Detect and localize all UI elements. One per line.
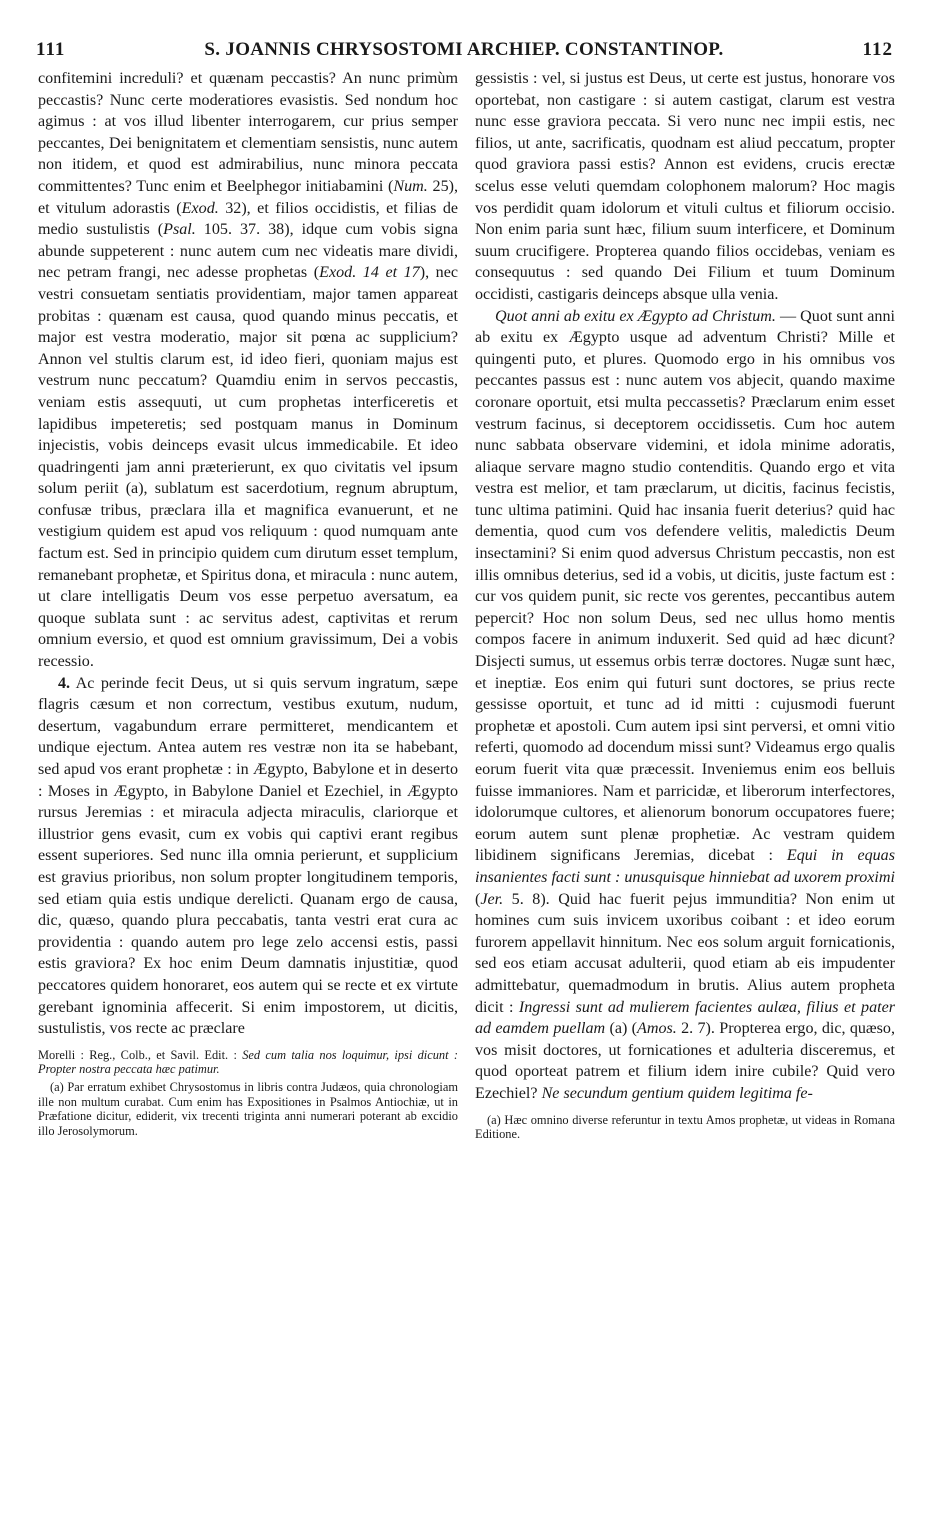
text-run: 32), et filios occidistis, et filias de medio sustulistis ( xyxy=(38,199,459,239)
page-number-left: 111 xyxy=(36,39,66,60)
scripture-reference: Psal. xyxy=(163,221,196,239)
text-run: ), nec vestri consuetam sentiatis providentiam, major tamen appareat probitas : quænam est causa, quod quando minus peccatis, et major est vestra moderatio, major sit pœna ac supplicium? Annon vel stultis clarum est, id ideo fieri, quoniam majus est vestrum nunc peccatum? Quamdiu enim in servos peccastis, veniam estis assequuti, ut cum prophetas interficeretis et lapidibus impeteretis; sed postquam manus in Dominum injecistis, vobis deinceps evasit ulcus immedicabile. Et ideo quadringenti jam anni præterierunt, ex quo civitatis vel ipsum solum periit (a), sublatum est sacerdotium, regnum abruptum, confusæ tribus, præclara illa et magnifica evanuerunt, et ne vestigium quidem est apud vos reliquum : quod numquam ante factum est. Sed in principio quidem cum dirutum esset templum, remanebant prophetæ, et Spiritus dona, et miracula : nunc autem, ut clare intelligatis Deum vos esse perpetuo aversatum, ea quoque sublata sunt : ac servitus adest, captivitas et rerum omnium eversio, et quod est omnium gravissimum, Dei a vobis recessio. xyxy=(38,264,458,671)
text-run: (a) ( xyxy=(605,1020,638,1038)
text-run: Ac perinde fecit Deus, ut si quis servum ingratum, sæpe flagris cæsum et non correctum, vestibus exutum, nudum, desertum, vagabundum errare permitteret, mendicantem et undique ejectum. Antea autem res vestræ non ita se habebant, sed apud vos erant prophetæ : in Ægypto, Babylone et in deserto : Moses in Ægypto, in Babylone Daniel et Ezechiel, in Ægypto rursus Jeremias : et miracula adjecta miraculis, clariorque et illustrior gens evasit, cum ex vobis qui captivi erant regibus essent superiores. Sed nunc illa omnia perierunt, et supplicium est gravius prioribus, non solum propter longitudinem temporis, sed etiam quia estis undique derelicti. Quanam ergo de causa, dic, quæso, quando plura peccabatis, tanta vestri erat cura ac providentia : quando autem pro lege zelo accensi estis, passi estis graviora? Ex hoc enim Deum damnatis injustitiæ, quod peccatores quidem honoraret, eos autem qui se recte et ex virtute gerebant ignominia affecerit. Si enim impostorem, ut dicitis, sustulistis, vos recte ac præclare xyxy=(38,674,458,1038)
running-title: S. JOANNIS CHRYSOSTOMI ARCHIEP. CONSTANTINOP. xyxy=(204,39,724,60)
text-run: confitemini increduli? et quænam peccastis? An nunc primùm peccastis? Nunc certe moderatiores evasistis. Sed nondum hoc agimus : at vos illud libenter interrogarem, cur prius semper peccantes, Dei benignitatem et clementiam sensistis, nunc autem non itidem, et quod est admirabilius, nunc minora peccata committentes? Tunc enim et Beelphegor initiabamini ( xyxy=(38,70,458,195)
text-run: 5. 8). Quid hac fuerit pejus immunditia? Non enim ut homines cum suis invicem uxoribus coibant : et ideo eorum furorem appellavit hinnitum. Nec eos solum arguit fornicationis, sed eos etiam accusat adulterii, quod etiam ab eis impudenter admittebatur, quemadmodum in brutis. Alius autem propheta dicit : xyxy=(475,890,895,1016)
text-run: Morelli : Reg., Colb., et Savil. Edit. : xyxy=(38,1047,243,1062)
variant-reading-note xyxy=(38,1048,458,1077)
text-run: — Quot sunt anni ab exitu ex Ægypto usque ad adventum Christi? Mille et quingenti puto, et plures. Quomodo ergo in his omnibus vos peccantes passus est : nunc autem vos abjecit, quando maxime coronare oportuit, etsi multa peccassetis? Præclarum enim esset vestrum facinus, si deceptorem occidissetis. Cum hoc autem nunc sabbata observare videmini, et idola minime adoratis, aliaque servare magno studio contenditis. Quando ergo et vita vestra est melior, et tam præclarum, ut dicitis, facinus fecistis, tunc ultima patimini. Quid hac insania fuerit deterius? quid hac dementia, quod cum vos defendere velitis, maledictis Deum insectamini? Si enim quod adversus Christum peccastis, non est illis omnibus deterius, sed id a vobis, ut dicitis, juste factum est : cur vos quidem punit, sic recte vos gerentes, peccantibus autem pepercit? Hoc non solum Deus, sed nec ullus homo mentis compos facere in animum induxerit. Sed quid ad hæc dicunt? Disjecti sumus, ut essemus orbis terræ doctores. Nugæ sunt hæc, et ineptiæ. Eos enim qui futuri sunt doctores, se prius recte gessisse oportuit, et tunc ad id mitti : cujusmodi fuerunt prophetæ et apostoli. Cum autem ipsi sint perversi, et omni vitio referti, quomodo ad docendum missi sunt? Videamus ergo qualis eorum fuerit vita quæ præcessit. Inveniemus enim eos belluis fuisse immaniores. Nam et parricidæ, et liberorum interfectores, idolorumque cultores, et alienorum bonorum occupatores fuere; eorum autem sunt plenæ prophetiæ. Ac vestram quidem libidinem significans Jeremias, dicebat : xyxy=(475,307,895,865)
scripture-reference: Exod. 14 et 17 xyxy=(319,264,420,282)
left-paragraph-1 xyxy=(38,68,458,673)
right-column xyxy=(475,68,895,1142)
scripture-reference: Num. xyxy=(393,177,428,195)
left-footnotes xyxy=(38,1048,458,1139)
right-footnotes xyxy=(475,1113,895,1142)
section-heading: Quot anni ab exitu ex Ægypto ad Christum. xyxy=(495,307,776,325)
scripture-quote: Ingressi sunt ad mulierem facientes aulæa, filius et pater ad eamdem puellam xyxy=(475,998,895,1038)
right-paragraph-1: gessistis : vel, si justus est Deus, ut certe est justus, honorare vos oportebat, non castigare : si autem castigat, clarum est vestra nunc esse graviora peccata. Si vero nunc nec impii estis, nec filios, ut ante, sacrificatis, quodnam est aliud peccatum, propter quod graviora passi estis? Annon est evidens, crucis erectæ scelus esse veluti quemdam colophonem malorum? Hoc magis vos perdidit quam idolorum et vituli cultus et filiorum occisio. Non enim paria sunt hæc, filium suum interficere, et Dominum suum crucifigere. Propterea quando filios occidebas, veniam es consequutus : sed quando Dei Filium et tuum Dominum occidisti, castigaris deinceps absque ulla venia. xyxy=(475,70,895,303)
footnote-a: (a) Par erratum exhibet Chrysostomus in libris contra Judæos, quia chronologiam ille non multum curabat. Cum enim has Expositiones in Psalmos Antiochiæ, ut in Præfatione dicitur, ediderit, vix trecenti triginta anni numerari poterant ab excidio illo Jerosolymorum. xyxy=(38,1079,458,1138)
footnote-a: (a) Hæc omnino diverse referuntur in textu Amos prophetæ, ut videas in Romana Editione. xyxy=(475,1112,895,1142)
left-column xyxy=(38,68,458,1138)
page-number-right: 112 xyxy=(862,39,893,60)
text-run: 2. 7). Propterea ergo, dic, quæso, vos misit doctores, ut fornicationes et adulteria disceremus, et quod oporteat patrem et filium idem inire cubile? Quid vero Ezechiel? xyxy=(475,1020,895,1102)
variant-reading: Sed cum talia nos loquimur, ipsi dicunt : Propter nostra peccata hæc patimur. xyxy=(38,1047,458,1077)
scripture-quote: Ne secundum gentium quidem legitima fe- xyxy=(541,1084,813,1102)
running-header xyxy=(36,36,893,64)
scripture-reference: Exod. xyxy=(181,199,219,217)
left-paragraph-2 xyxy=(38,673,458,1040)
scripture-reference: Amos. xyxy=(637,1020,677,1038)
right-paragraph-2 xyxy=(475,306,895,1105)
text-run: 105. 37. 38), idque cum vobis signa abunde suppeterent : nunc autem cum nec videatis mare dividi, nec petram frangi, nec adesse prophetas ( xyxy=(38,221,459,282)
scripture-reference: Jer. xyxy=(480,890,504,908)
text-run: 25), et vitulum adorastis ( xyxy=(38,177,459,217)
scripture-quote: Equi in equas insanientes facti sunt : unusquisque hinniebat ad uxorem proximi xyxy=(475,847,895,886)
text-run: ( xyxy=(475,890,481,908)
section-number: 4. xyxy=(58,674,71,692)
